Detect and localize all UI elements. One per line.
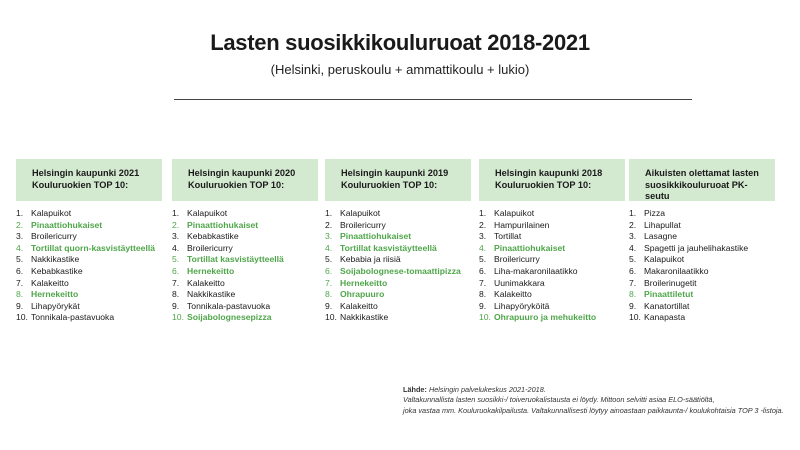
list-item: [629, 220, 799, 232]
dish-name: Kalapuikot: [187, 208, 228, 218]
ranking-column-2: [172, 159, 318, 323]
rank-number: 4.: [629, 242, 637, 253]
dish-name: Kalakeitto: [31, 277, 69, 288]
dish-name: Hampurilainen: [494, 219, 550, 230]
dish-name: Kalakeitto: [187, 277, 225, 288]
rank-number: 1.: [16, 208, 24, 218]
dish-name: Lihapullat: [644, 219, 681, 230]
dish-name: Broilericurry: [187, 242, 233, 253]
rank-number: 9.: [325, 300, 333, 311]
rank-number: 5.: [16, 254, 24, 265]
rank-number: 3.: [325, 231, 333, 242]
dish-name: Spagetti ja jauhelihakastike: [644, 242, 749, 253]
list-item: [479, 278, 649, 290]
rank-number: 3.: [16, 231, 24, 242]
dish-name: Kalakeitto: [340, 300, 378, 311]
ranking-column-5: [629, 159, 775, 323]
dish-name: Kebabia ja riisiä: [340, 254, 401, 265]
rank-number: 6.: [325, 265, 333, 276]
ranking-list: [16, 208, 186, 324]
rank-number: 2.: [172, 219, 180, 230]
list-item: [479, 301, 649, 313]
dish-name: Kanatortillat: [644, 300, 690, 311]
list-item: [325, 243, 495, 255]
dish-name: Kalakeitto: [494, 289, 532, 300]
dish-name: Makaronilaatikko: [644, 265, 709, 276]
list-item: [629, 243, 799, 255]
list-item: [16, 289, 186, 301]
list-item: [16, 254, 186, 266]
column-header: Helsingin kaupunki 2021 Kouluruokien TOP 10:: [16, 159, 162, 201]
rank-number: 3.: [479, 231, 487, 242]
dish-name: Pinaattiohukaiset: [31, 219, 103, 230]
rank-number: 5.: [479, 254, 487, 265]
dish-name: Hernekeitto: [340, 277, 388, 288]
list-item: [16, 231, 186, 243]
column-header: Helsingin kaupunki 2019 Kouluruokien TOP 10:: [325, 159, 471, 201]
dish-name: Lihapyöryköitä: [494, 300, 550, 311]
rank-number: 3.: [629, 231, 637, 242]
dish-name: Pinaattiletut: [644, 289, 694, 300]
rank-number: 8.: [325, 289, 333, 300]
column-header: Helsingin kaupunki 2018 Kouluruokien TOP 10:: [479, 159, 625, 201]
footer-note-line-2: joka vastaa mm. Kouluruokakilpailusta. Valtakunnallisesti löytyy ainoastaan paikkaunta-/ koulukohtaisia TOP 3 -listoja.: [403, 405, 784, 415]
dish-name: Kebabkastike: [187, 231, 239, 242]
list-item: [629, 301, 799, 313]
list-item: [172, 289, 342, 301]
rank-number: 5.: [172, 254, 180, 265]
rank-number: 6.: [479, 265, 487, 276]
list-item: [172, 266, 342, 278]
rank-number: 5.: [629, 254, 637, 265]
list-item: [172, 208, 342, 220]
list-item: [16, 243, 186, 255]
dish-name: Pizza: [644, 208, 666, 218]
rank-number: 8.: [172, 289, 180, 300]
dish-name: Kalapuikot: [644, 254, 685, 265]
dish-name: Nakkikastike: [187, 289, 236, 300]
rank-number: 2.: [479, 219, 487, 230]
footer-source: [403, 385, 793, 395]
rank-number: 2.: [325, 219, 333, 230]
list-item: [172, 254, 342, 266]
dish-name: Kanapasta: [644, 312, 686, 323]
ranking-list: [325, 208, 495, 324]
list-item: [16, 278, 186, 290]
list-item: [172, 312, 342, 324]
rank-number: 7.: [325, 277, 333, 288]
list-item: [172, 301, 342, 313]
dish-name: Kalapuikot: [494, 208, 535, 218]
ranking-column-1: [16, 159, 162, 323]
dish-name: Tortillat quorn-kasvistäytteellä: [31, 242, 156, 253]
list-item: [172, 231, 342, 243]
rank-number: 9.: [16, 300, 24, 311]
list-item: [629, 231, 799, 243]
list-item: [16, 312, 186, 324]
rank-number: 4.: [479, 242, 487, 253]
list-item: [16, 301, 186, 313]
list-item: [479, 266, 649, 278]
rank-number: 10.: [325, 312, 337, 323]
rank-number: 10.: [172, 312, 184, 323]
list-item: [629, 278, 799, 290]
list-item: [325, 254, 495, 266]
dish-name: Lasagne: [644, 231, 677, 242]
rank-number: 7.: [172, 277, 180, 288]
rank-number: 1.: [172, 208, 180, 218]
list-item: [629, 208, 799, 220]
list-item: [325, 266, 495, 278]
dish-name: Tortillat: [494, 231, 522, 242]
list-item: [629, 254, 799, 266]
column-header: Helsingin kaupunki 2020 Kouluruokien TOP 10:: [172, 159, 318, 201]
list-item: [172, 220, 342, 232]
list-item: [172, 278, 342, 290]
page-subtitle: (Helsinki, peruskoulu + ammattikoulu + lukio): [270, 62, 530, 77]
list-item: [629, 289, 799, 301]
rank-number: 9.: [172, 300, 180, 311]
list-item: [325, 301, 495, 313]
rank-number: 4.: [172, 242, 180, 253]
rank-number: 4.: [325, 242, 333, 253]
footer-source-text: Helsingin palvelukeskus 2021-2018.: [428, 385, 546, 394]
dish-name: Kalapuikot: [340, 208, 381, 218]
rank-number: 3.: [172, 231, 180, 242]
dish-name: Lihapyörykät: [31, 300, 80, 311]
list-item: [629, 312, 799, 324]
rank-number: 2.: [16, 219, 24, 230]
rank-number: 10.: [629, 312, 641, 323]
rank-number: 9.: [629, 300, 637, 311]
list-item: [479, 254, 649, 266]
rank-number: 8.: [479, 289, 487, 300]
rank-number: 5.: [325, 254, 333, 265]
rank-number: 6.: [172, 265, 180, 276]
list-item: [479, 243, 649, 255]
footer-note-line-1: Valtakunnallista lasten suosikki-/ toiveruokalistausta ei löydy. Mittoon selvitti asiaa ELO-säätiöltä,: [403, 395, 715, 405]
list-item: [16, 220, 186, 232]
list-item: [16, 266, 186, 278]
list-item: [325, 220, 495, 232]
rank-number: 7.: [16, 277, 24, 288]
rank-number: 1.: [629, 208, 637, 218]
dish-name: Liha-makaronilaatikko: [494, 265, 578, 276]
rank-number: 10.: [479, 312, 491, 323]
rank-number: 4.: [16, 242, 24, 253]
rank-number: 6.: [629, 265, 637, 276]
dish-name: Tonnikala-pastavuoka: [187, 300, 271, 311]
dish-name: Soijabolognesepizza: [187, 312, 272, 323]
title-divider: [174, 99, 692, 100]
rank-number: 8.: [629, 289, 637, 300]
dish-name: Kebabkastike: [31, 265, 83, 276]
rank-number: 1.: [479, 208, 487, 218]
list-item: [479, 312, 649, 324]
ranking-column-3: [325, 159, 471, 323]
list-item: [325, 289, 495, 301]
list-item: [479, 208, 649, 220]
dish-name: Pinaattiohukaiset: [340, 231, 412, 242]
dish-name: Soijabolognese-tomaattipizza: [340, 265, 461, 276]
list-item: [325, 312, 495, 324]
column-header: Aikuisten olettamat lasten suosikkikouluruoat PK-seutu: [629, 159, 775, 201]
dish-name: Ohrapuuro ja mehukeitto: [494, 312, 597, 323]
rank-number: 7.: [479, 277, 487, 288]
rank-number: 6.: [16, 265, 24, 276]
rank-number: 8.: [16, 289, 24, 300]
list-item: [479, 220, 649, 232]
rank-number: 10.: [16, 312, 28, 323]
rank-number: 9.: [479, 300, 487, 311]
list-item: [325, 231, 495, 243]
list-item: [479, 289, 649, 301]
rank-number: 1.: [325, 208, 333, 218]
ranking-column-4: [479, 159, 625, 323]
dish-name: Ohrapuuro: [340, 289, 385, 300]
dish-name: Uunimakkara: [494, 277, 545, 288]
list-item: [16, 208, 186, 220]
dish-name: Tortillat kasvistäytteellä: [340, 242, 437, 253]
dish-name: Pinaattiohukaiset: [187, 219, 259, 230]
dish-name: Tortillat kasvistäytteellä: [187, 254, 284, 265]
list-item: [325, 208, 495, 220]
rank-number: 2.: [629, 219, 637, 230]
dish-name: Tonnikala-pastavuoka: [31, 312, 115, 323]
dish-name: Kalapuikot: [31, 208, 72, 218]
ranking-list: [172, 208, 342, 324]
dish-name: Hernekeitto: [187, 265, 235, 276]
dish-name: Nakkikastike: [31, 254, 80, 265]
footer-source-label: Lähde:: [403, 385, 427, 394]
list-item: [325, 278, 495, 290]
dish-name: Broilericurry: [494, 254, 540, 265]
dish-name: Broilericurry: [340, 219, 386, 230]
dish-name: Nakkikastike: [340, 312, 389, 323]
list-item: [479, 231, 649, 243]
footer-notes: [403, 385, 793, 416]
ranking-list: [629, 208, 799, 324]
dish-name: Pinaattiohukaiset: [494, 242, 566, 253]
list-item: [629, 266, 799, 278]
rank-number: 7.: [629, 277, 637, 288]
dish-name: Hernekeitto: [31, 289, 79, 300]
dish-name: Broilerinugetit: [644, 277, 697, 288]
ranking-list: [479, 208, 649, 324]
page-title: Lasten suosikkikouluruoat 2018-2021: [210, 30, 590, 55]
dish-name: Broilericurry: [31, 231, 77, 242]
list-item: [172, 243, 342, 255]
